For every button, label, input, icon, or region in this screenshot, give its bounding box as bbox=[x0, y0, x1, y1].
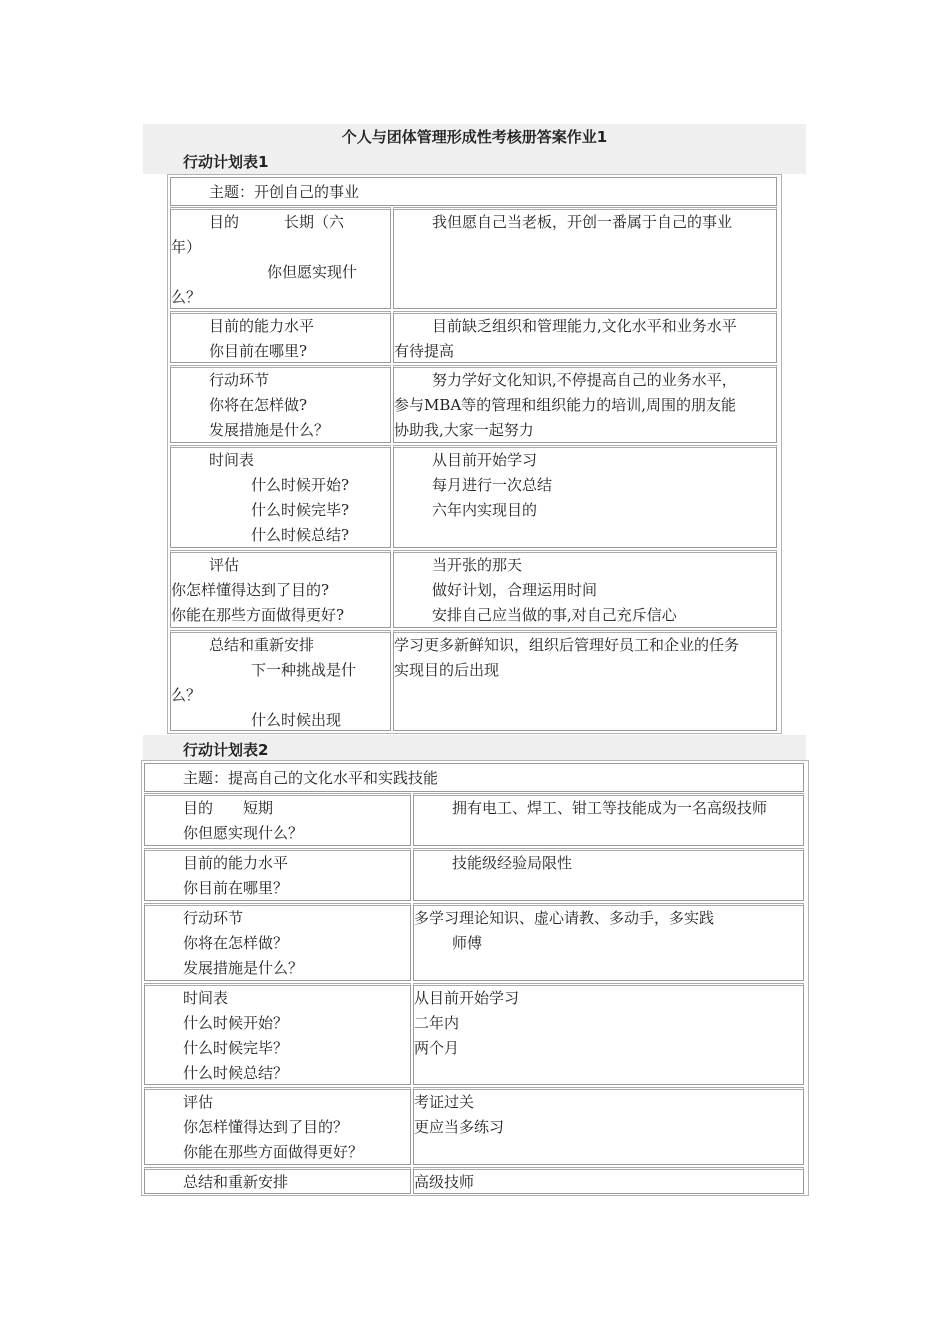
plan2-heading: 行动计划表2 bbox=[183, 741, 269, 759]
plan1-row6-left: 总结和重新安排 下一种挑战是什 么？ 什么时候出现 bbox=[170, 630, 391, 731]
plan1-row4-left: 时间表 什么时候开始? 什么时候完毕? 什么时候总结? bbox=[170, 445, 391, 548]
plan1-row3-left: 行动环节 你将在怎样做? 发展措施是什么？ bbox=[170, 365, 391, 443]
plan1-row2-right: 目前缺乏组织和管理能力,文化水平和业务水平 有待提高 bbox=[393, 311, 777, 363]
plan2-row2-left: 目前的能力水平 你目前在哪里？ bbox=[144, 848, 411, 901]
plan1-row1-right: 我但愿自己当老板，开创一番属于自己的事业 bbox=[393, 207, 777, 309]
plan2-row4-right: 从目前开始学习 二年内 两个月 bbox=[413, 983, 804, 1085]
plan2-row4-left: 时间表 什么时候开始？ 什么时候完毕？ 什么时候总结？ bbox=[144, 983, 411, 1085]
plan1-row4-right: 从目前开始学习 每月进行一次总结 六年内实现目的 bbox=[393, 445, 777, 548]
plan2-row6-left: 总结和重新安排 bbox=[144, 1167, 411, 1194]
plan2-row5-right: 考证过关 更应当多练习 bbox=[413, 1087, 804, 1165]
plan1-row5-left: 评估 你怎样懂得达到了目的? 你能在那些方面做得更好? bbox=[170, 550, 391, 628]
plan1-row1-left: 目的 长期（六 年） 你但愿实现什 么？ bbox=[170, 207, 391, 309]
plan1-theme-cell bbox=[170, 177, 777, 206]
plan2-theme-cell bbox=[144, 763, 804, 792]
plan2-row3-left: 行动环节 你将在怎样做？ 发展措施是什么？ bbox=[144, 903, 411, 981]
plan2-row5-left: 评估 你怎样懂得达到了目的？ 你能在那些方面做得更好？ bbox=[144, 1087, 411, 1165]
plan2-row1-left: 目的 短期 你但愿实现什么？ bbox=[144, 793, 411, 846]
plan1-theme: 主题：开创自己的事业 bbox=[209, 183, 360, 201]
plan1-row6-right: 学习更多新鲜知识，组织后管理好员工和企业的任务 实现目的后出现 bbox=[393, 630, 777, 731]
plan1-table bbox=[167, 174, 782, 734]
plan2-row6-right: 高级技师 bbox=[413, 1167, 804, 1194]
plan2-row1-right: 拥有电工、焊工、钳工等技能成为一名高级技师 bbox=[413, 793, 804, 846]
plan2-row3-right: 多学习理论知识、虚心请教、多动手，多实践 师傅 bbox=[413, 903, 804, 981]
plan2-table bbox=[141, 760, 809, 1196]
plan1-row5-right: 当开张的那天 做好计划，合理运用时间 安排自己应当做的事,对自己充斥信心 bbox=[393, 550, 777, 628]
plan2-row2-right: 技能级经验局限性 bbox=[413, 848, 804, 901]
plan1-row2-left: 目前的能力水平 你目前在哪里? bbox=[170, 311, 391, 363]
plan1-heading: 行动计划表1 bbox=[183, 153, 269, 171]
plan2-theme: 主题：提高自己的文化水平和实践技能 bbox=[183, 769, 439, 787]
plan1-row3-right: 努力学好文化知识,不停提高自己的业务水平， 参与MBA等的管理和组织能力的培训,周围的朋友能 协助我,大家一起努力 bbox=[393, 365, 777, 443]
document-title: 个人与团体管理形成性考核册答案作业1 bbox=[341, 128, 608, 146]
